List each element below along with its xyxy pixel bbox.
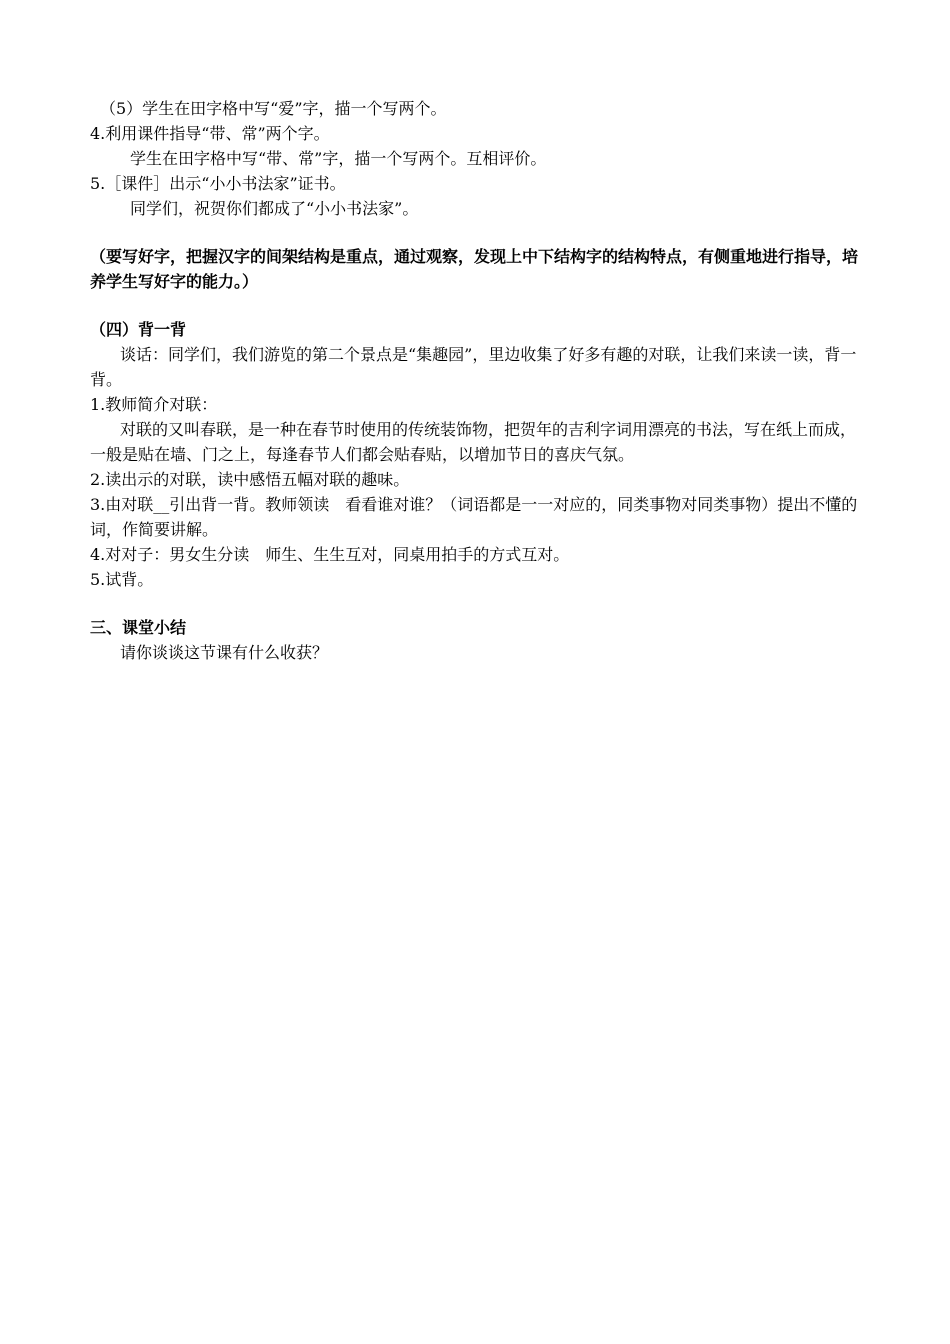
summary-question: 请你谈谈这节课有什么收获？ <box>120 643 329 662</box>
recite-item-1-detail: 对联的又叫春联，是一种在春节时使用的传统装饰物，把贺年的吉利字词用漂亮的书法，写在纸上而成，一般是贴在墙、门之上，每逢春节人们都会贴春贴，以增加节日的喜庆气氛。 <box>90 420 857 464</box>
writing-design-note: （要写好字，把握汉字的间架结构是重点，通过观察，发现上中下结构字的结构特点，有侧重地进行指导，培养学生写好字的能力。） <box>90 247 859 291</box>
recite-item-4: 4.对对子：男女生分读 师生、生生互对，同桌用拍手的方式互对。 <box>90 545 570 564</box>
writing-step5-sub: （5）学生在田字格中写“爱”字，描一个写两个。 <box>100 99 447 118</box>
recite-item-3: 3.由对联__引出背一背。教师领读 看看谁对谁？（词语都是一一对应的，同类事物对同类事物）提出不懂的词，作简要讲解。 <box>90 495 858 539</box>
spacer <box>90 592 862 615</box>
recite-item-5: 5.试背。 <box>90 570 154 589</box>
writing-step5-detail: 同学们，祝贺你们都成了“小小书法家”。 <box>130 199 419 218</box>
writing-step5: 5.［课件］出示“小小书法家”证书。 <box>90 174 346 193</box>
document-page <box>90 96 862 665</box>
recite-item-2: 2.读出示的对联，读中感悟五幅对联的趣味。 <box>90 470 410 489</box>
writing-step4: 4.利用课件指导“带、常”两个字。 <box>90 124 330 143</box>
recite-heading: （四）背一背 <box>90 320 187 339</box>
recite-item-1: 1.教师简介对联： <box>90 395 218 414</box>
writing-step4-detail: 学生在田字格中写“带、常”字，描一个写两个。互相评价。 <box>130 149 547 168</box>
spacer <box>90 221 862 244</box>
summary-heading: 三、课堂小结 <box>90 618 187 637</box>
spacer <box>90 294 862 317</box>
recite-intro: 谈话：同学们，我们游览的第二个景点是“集趣园”，里边收集了好多有趣的对联，让我们来读一读，背一背。 <box>90 345 857 389</box>
